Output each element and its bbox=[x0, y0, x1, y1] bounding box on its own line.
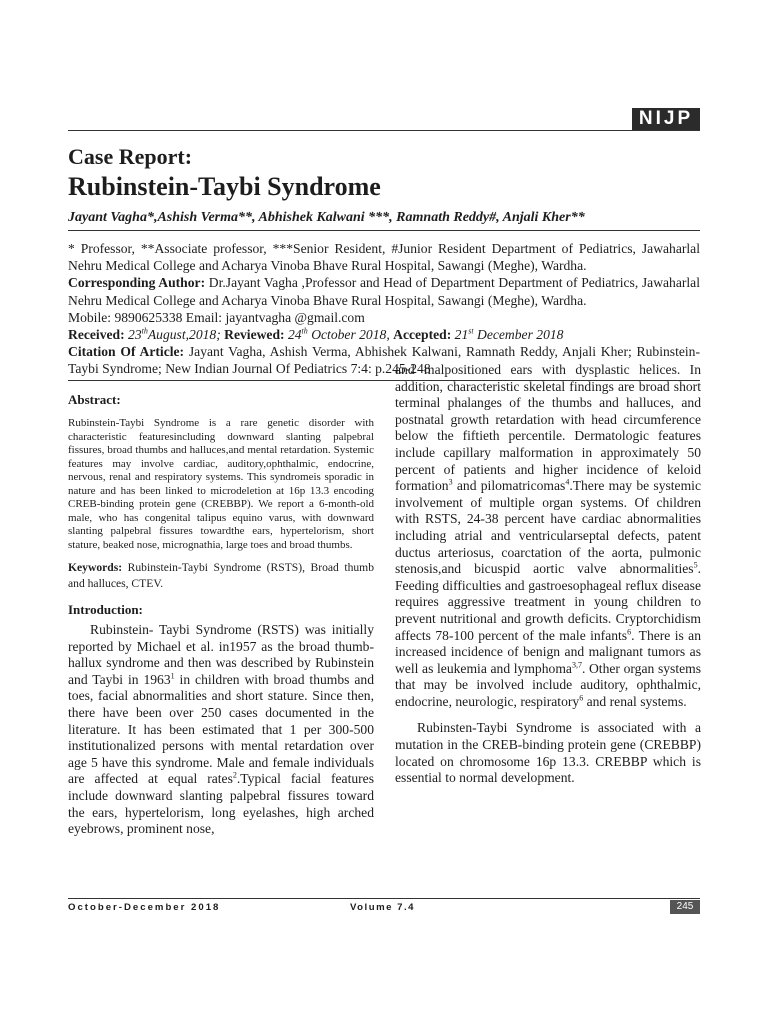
citation-text: Jayant Vagha, Ashish Verma, Abhishek Kalwani, Ramnath Reddy, Anjali Kher; Rubinstein-Taybi Syndrome; New Indian Journal Of Pediatrics 7:4: p.245-248 bbox=[68, 344, 700, 377]
reference-marker: 3,7 bbox=[571, 660, 582, 670]
authors-divider bbox=[68, 230, 700, 231]
footer-divider bbox=[68, 898, 700, 899]
left-column bbox=[68, 392, 374, 838]
footer-volume: Volume 7.4 bbox=[350, 902, 415, 913]
reference-marker: 6 bbox=[627, 626, 632, 636]
footer-issue: October-December 2018 bbox=[68, 902, 221, 913]
keywords bbox=[68, 560, 374, 592]
introduction-paragraph: Rubinstein- Taybi Syndrome (RSTS) was initially reported by Michael et al. in1957 as the broad thumb-hallux syndrome and then was described by Rubinstein and Taybi in 1963$^1$ in children with broad thumbs and toes, facial abnormalities and short stature. Since then, there have been over 250 cases documented in the literature. It has been estimated that 1 per 300-500 institutionalized persons with mental retardation over age 5 have this syndrome. Male and female individuals are affected at equal rates$^2$.Typical facial features include downward slanting palpebral fissures toward the ears, hypertelorism, long eyelashes, high arched eyebrows, prominent nose, bbox=[68, 622, 374, 837]
abstract-text: Rubinstein-Taybi Syndrome is a rare genetic disorder with characteristic featuresincluding downward slanting palpebral fissures, broad thumbs and halluces,and mental retardation. Systemic features may involve cardiac, auditory,ophthalmic, endocrine, nervous, renal and respiratory systems. This syndromeis sporadic in nature and has been linked to microdeletion at 16p 13.3 encoding CREB-binding protein gene (CREBBP). We report a 6-month-old male, who has congenital talipus equino varus, with downward slanting palpebral fissures towardthe ears, hypertelorism, short stature, beaked nose, micrognathia, large toes and broad thumbs. bbox=[68, 417, 374, 551]
citation-label: Citation Of Article: bbox=[68, 344, 185, 360]
keywords-text: Rubinstein-Taybi Syndrome (RSTS), Broad thumb and halluces, CTEV. bbox=[68, 561, 374, 590]
body-paragraph: and malpositioned ears with dysplastic helices. In addition, characteristic skeletal findings are broad short terminal phalanges of the thumbs and halluces, and postnatal growth retardation with head circumference below the fiftieth percentile. Dermatologic features include capillary malformation in approximately 50 percent of patients and higher incidence of keloid formation$^3$ and pilomatricomas$^4$.There may be systemic involvement of multiple organ systems. Of children with RSTS, 24-38 percent have cardiac abnormalities including atrial and ventricularseptal defects, patent ductus arteriosus, coarctation of the aorta, pulmonic stenosis,and bicuspid aortic valve abnormalities$^5$. Feeding difficulties and gastroesophageal reflux disease requires aggressive treatment in young children to prevent nutritional and growth deficits. Cryptorchidism affects 78-100 percent of the male infants$^6$. There is an increased incidence of benign and malignant tumors as well as leukemia and lymphoma$^{3,7}$. Other organ systems that may be involved include auditory, ophthalmic, endocrine, neurologic, respiratory$^6$ and renal systems. bbox=[395, 362, 701, 709]
article-type: Case Report: bbox=[68, 144, 193, 169]
article-title: Rubinstein-Taybi Syndrome bbox=[68, 172, 381, 201]
keywords-label: Keywords: bbox=[68, 561, 123, 574]
received-label: Received: bbox=[68, 327, 125, 343]
reference-marker: 1 bbox=[170, 671, 175, 681]
accepted-label: Accepted: bbox=[393, 327, 452, 343]
introduction-heading: Introduction: bbox=[68, 602, 143, 617]
accepted-date: 21st December 2018 bbox=[454, 326, 564, 343]
dates bbox=[68, 326, 700, 343]
contact-info: Mobile: 9890625338 Email: jayantvagha @gmail.com bbox=[68, 309, 365, 325]
reference-marker: 4 bbox=[565, 477, 570, 487]
right-column bbox=[395, 362, 701, 787]
reviewed-date: 24th October 2018, bbox=[287, 326, 390, 343]
abstract-heading: Abstract: bbox=[68, 392, 121, 407]
reviewed-label: Reviewed: bbox=[224, 327, 285, 343]
author-list: Jayant Vagha*,Ashish Verma**, Abhishek Kalwani ***, Ramnath Reddy#, Anjali Kher** bbox=[68, 210, 585, 225]
reference-marker: 2 bbox=[232, 770, 237, 780]
affiliation: * Professor, **Associate professor, ***Senior Resident, #Junior Resident Department of Pediatrics, Jawaharlal Nehru Medical College and Acharya Vinoba Bhave Rural Hospital, Sawangi (Meghe), Wardha. bbox=[68, 241, 700, 274]
body-paragraph: Rubinsten-Taybi Syndrome is associated with a mutation in the CREB-binding protein gene (CREBBP) located on chromosome 16p 13.3. CREBBP which is essential to normal development. bbox=[395, 720, 701, 786]
corresponding-text: Dr.Jayant Vagha ,Professor and Head of Department Department of Pediatrics, Jawaharlal Nehru Medical College and Acharya Vinoba Bhave Rural Hospital, Sawangi (Meghe), Wardha. bbox=[68, 275, 700, 308]
reference-marker: 3 bbox=[448, 477, 453, 487]
corresponding-label: Corresponding Author: bbox=[68, 275, 206, 291]
header-divider bbox=[68, 130, 700, 131]
page-number: 245 bbox=[670, 900, 700, 914]
article-meta bbox=[68, 240, 700, 378]
corresponding-author bbox=[68, 274, 700, 308]
journal-logo: NIJP bbox=[632, 108, 700, 130]
reference-marker: 5 bbox=[693, 560, 698, 570]
reference-marker: 6 bbox=[579, 693, 584, 703]
received-date: 23thAugust,2018; bbox=[128, 326, 221, 343]
